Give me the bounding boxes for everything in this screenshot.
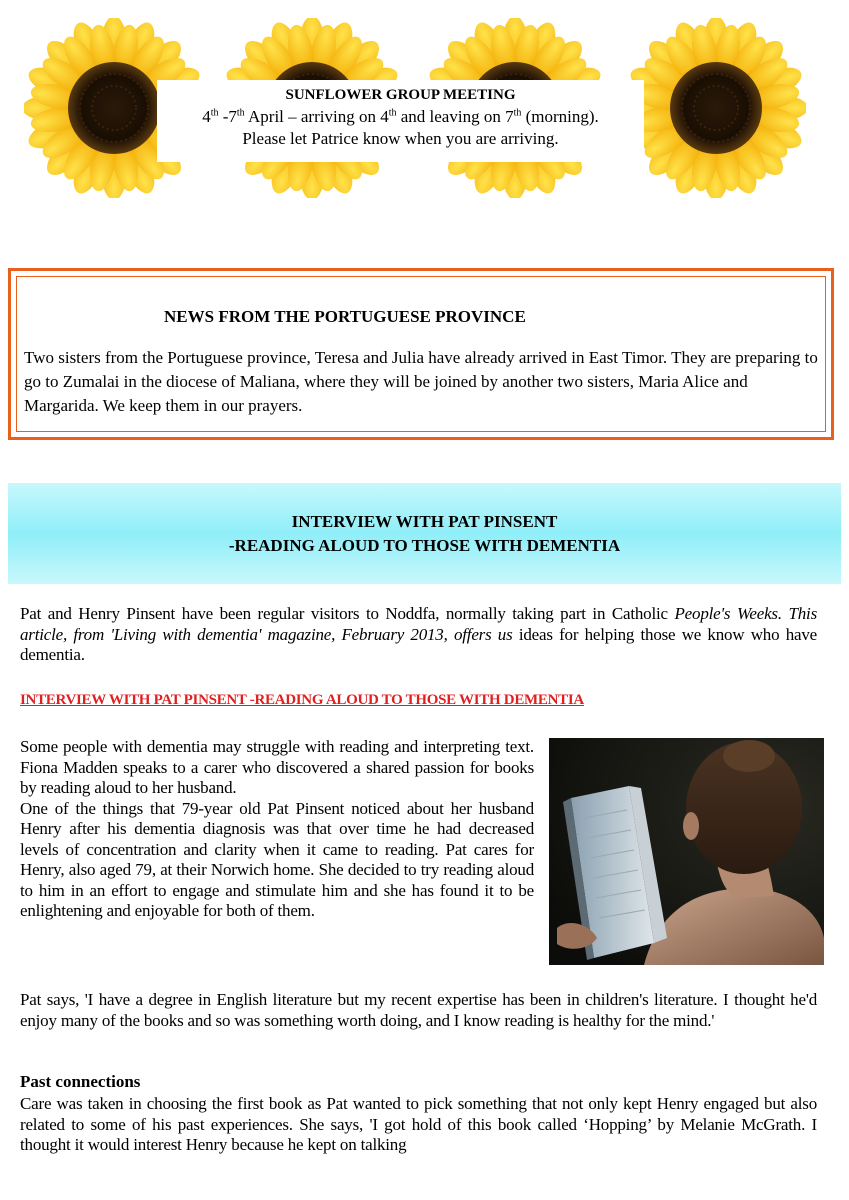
meeting-dates [157,106,644,128]
meeting-date-text: -7 [218,107,237,126]
article-column [20,737,534,922]
intro-text: Pat and Henry Pinsent have been regular visitors to Noddfa, normally taking part in Catholic [20,604,675,623]
intro-paragraph [20,604,817,666]
intro-text: ideas for helping those we know who have dementia. [20,624,817,664]
news-body: Two sisters from the Portuguese province, Teresa and Julia have already arrived in East Timor. They are preparing to go to Zumalai in the diocese of Maliana, where they will be joined by another two sisters, Maria Alice and Margarida. We keep them in our prayers. [24,348,818,415]
interview-title-line: INTERVIEW WITH PAT PINSENT [291,512,558,531]
article-paragraph: Care was taken in choosing the first book as Pat wanted to pick something that not only kept Henry engaged but also related to some of his past experiences. She says, 'I got hold of this book called ‘Hopping’ by Melanie McGrath. I thought it would interest Henry because he kept on talking [20,1094,817,1154]
meeting-notice [157,80,644,162]
news-title: NEWS FROM THE PORTUGUESE PROVINCE [164,307,526,326]
meeting-note: Please let Patrice know when you are arriving. [242,129,559,148]
meeting-date-sup: th [513,107,522,119]
reading-woman-photo [549,738,824,965]
intro-italic-text: People's Weeks. This article, from 'Living with dementia' magazine, February 2013, offers us [20,604,817,644]
interview-title [8,510,841,558]
meeting-date-text: April – arriving on 4 [244,107,389,126]
meeting-date-text: (morning). [521,107,599,126]
meeting-title: SUNFLOWER GROUP MEETING [285,87,516,103]
article-paragraph: Pat says, 'I have a degree in English literature but my recent expertise has been in children's literature. I thought he'd enjoy many of the books and so was something worth doing, and I know reading is healthy for the mind.' [20,990,817,1030]
section-heading-past-connections: Past connections [20,1072,141,1091]
interview-title-line: -READING ALOUD TO THOSE WITH DEMENTIA [228,536,621,555]
meeting-date-sup: th [210,107,219,119]
article-paragraph: One of the things that 79-year old Pat Pinsent noticed about her husband Henry after his dementia diagnosis was that over time he had decreased levels of concentration and clarity when it came to reading. Pat cares for Henry, also aged 79, at their Norwich home. She decided to try reading aloud to him in an effort to engage and stimulate him and she has found it to be enlightening and enjoyable for both of them. [20,798,534,920]
meeting-date-sup: th [236,107,245,119]
sunflower-image-4 [626,18,806,198]
meeting-date-text: and leaving on 7 [396,107,514,126]
meeting-date-text: 4 [202,107,211,126]
article-paragraph: Some people with dementia may struggle with reading and interpreting text. Fiona Madden speaks to a carer who discovered a shared passion for books by reading aloud to her husband. [20,737,534,797]
meeting-date-sup: th [388,107,397,119]
article-heading: INTERVIEW WITH PAT PINSENT -READING ALOUD TO THOSE WITH DEMENTIA [20,692,584,708]
